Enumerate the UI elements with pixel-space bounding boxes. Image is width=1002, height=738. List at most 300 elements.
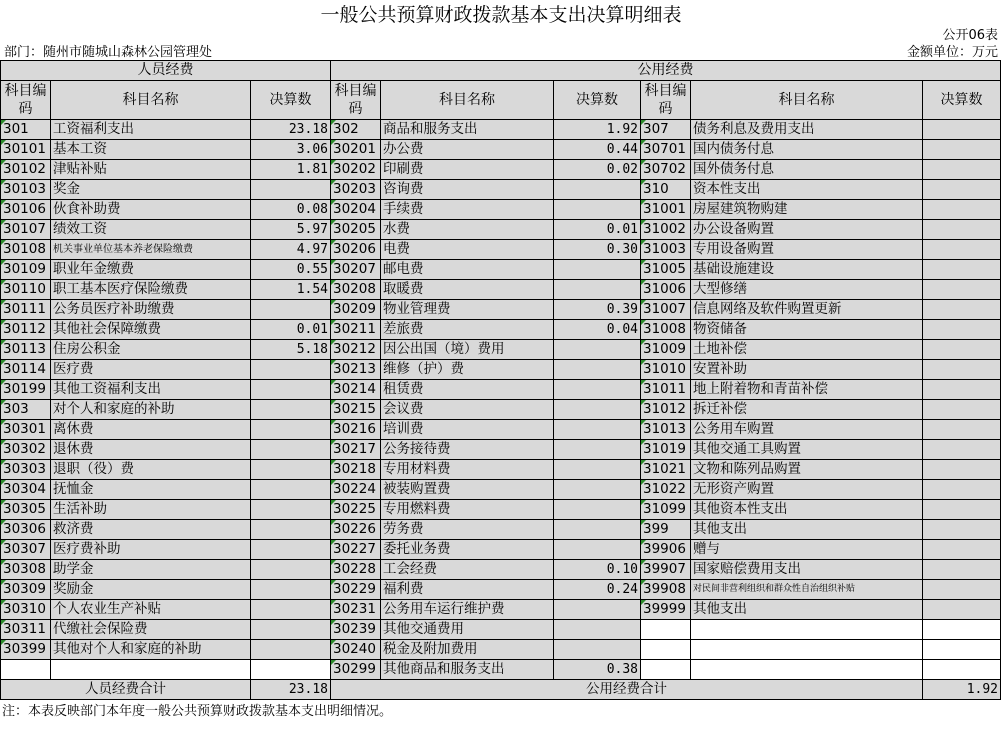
subject-code-cell: 30226 xyxy=(331,520,381,540)
subject-code-cell: 31001 xyxy=(641,200,691,220)
subject-name-cell: 工会经费 xyxy=(381,560,554,580)
subject-code-cell: 31009 xyxy=(641,340,691,360)
amount-cell xyxy=(923,540,1001,560)
amount-cell xyxy=(554,400,641,420)
subject-name-cell: 其他资本性支出 xyxy=(691,500,923,520)
table-row xyxy=(1,260,1001,280)
subject-code-cell: 30227 xyxy=(331,540,381,560)
amount-cell xyxy=(554,480,641,500)
amount-cell xyxy=(251,620,331,640)
department-label: 部门：随州市随城山森林公园管理处 xyxy=(4,45,213,60)
table-row xyxy=(1,460,1001,480)
subject-code-cell: 30231 xyxy=(331,600,381,620)
subject-code-cell: 310 xyxy=(641,180,691,200)
subject-code-cell: 30218 xyxy=(331,460,381,480)
subject-code-cell: 30199 xyxy=(1,380,51,400)
subject-name-cell: 公务员医疗补助缴费 xyxy=(51,300,251,320)
subject-code-cell: 30103 xyxy=(1,180,51,200)
amount-cell: 0.04 xyxy=(554,320,641,340)
subject-name-cell: 土地补偿 xyxy=(691,340,923,360)
amount-cell xyxy=(923,560,1001,580)
amount-cell xyxy=(554,460,641,480)
subject-code-cell: 31006 xyxy=(641,280,691,300)
amount-cell xyxy=(923,520,1001,540)
subject-name-cell: 助学金 xyxy=(51,560,251,580)
subject-name-cell: 代缴社会保险费 xyxy=(51,620,251,640)
section-personnel: 人员经费 xyxy=(1,61,331,81)
subject-name-cell: 邮电费 xyxy=(381,260,554,280)
amount-cell xyxy=(251,660,331,680)
subject-name-cell: 委托业务费 xyxy=(381,540,554,560)
subject-name-cell: 伙食补助费 xyxy=(51,200,251,220)
header-code: 科目编码 xyxy=(1,81,51,120)
subject-code-cell: 30112 xyxy=(1,320,51,340)
table-row xyxy=(1,620,1001,640)
amount-cell: 3.06 xyxy=(251,140,331,160)
subject-code-cell: 30201 xyxy=(331,140,381,160)
subject-code-cell: 30309 xyxy=(1,580,51,600)
subject-code-cell xyxy=(641,660,691,680)
amount-cell xyxy=(554,340,641,360)
amount-cell xyxy=(923,480,1001,500)
subject-name-cell: 医疗费 xyxy=(51,360,251,380)
amount-cell xyxy=(554,200,641,220)
subject-name-cell: 专用燃料费 xyxy=(381,500,554,520)
amount-cell xyxy=(554,500,641,520)
subject-code-cell: 30311 xyxy=(1,620,51,640)
subject-name-cell: 水费 xyxy=(381,220,554,240)
subject-name-cell: 医疗费补助 xyxy=(51,540,251,560)
amount-cell xyxy=(554,380,641,400)
amount-cell xyxy=(251,580,331,600)
footnote: 注：本表反映部门本年度一般公共预算财政拨款基本支出明细情况。 xyxy=(2,704,393,719)
subject-code-cell: 39999 xyxy=(641,600,691,620)
subject-name-cell: 其他工资福利支出 xyxy=(51,380,251,400)
subject-name-cell xyxy=(691,660,923,680)
table-row xyxy=(1,440,1001,460)
expenditure-table xyxy=(0,60,1001,700)
table-row xyxy=(1,600,1001,620)
amount-cell xyxy=(251,520,331,540)
table-row xyxy=(1,560,1001,580)
subject-name-cell: 其他交通费用 xyxy=(381,620,554,640)
amount-cell: 1.81 xyxy=(251,160,331,180)
subject-code-cell: 30206 xyxy=(331,240,381,260)
subject-name-cell: 信息网络及软件购置更新 xyxy=(691,300,923,320)
subject-code-cell: 301 xyxy=(1,120,51,140)
subject-code-cell: 31002 xyxy=(641,220,691,240)
table-row xyxy=(1,300,1001,320)
subject-name-cell: 物资储备 xyxy=(691,320,923,340)
subject-code-cell: 30216 xyxy=(331,420,381,440)
subject-name-cell: 绩效工资 xyxy=(51,220,251,240)
subject-name-cell: 福利费 xyxy=(381,580,554,600)
subject-code-cell: 31005 xyxy=(641,260,691,280)
amount-cell xyxy=(923,380,1001,400)
amount-cell: 0.01 xyxy=(251,320,331,340)
subject-name-cell xyxy=(691,640,923,660)
subject-code-cell xyxy=(641,640,691,660)
totals-row xyxy=(1,680,1001,700)
subject-name-cell: 专用材料费 xyxy=(381,460,554,480)
subject-name-cell: 印刷费 xyxy=(381,160,554,180)
amount-cell: 0.01 xyxy=(554,220,641,240)
amount-cell xyxy=(554,640,641,660)
amount-cell xyxy=(251,460,331,480)
subject-code-cell: 31003 xyxy=(641,240,691,260)
amount-cell xyxy=(923,340,1001,360)
amount-cell xyxy=(923,300,1001,320)
subject-code-cell: 30225 xyxy=(331,500,381,520)
amount-cell xyxy=(554,600,641,620)
subject-name-cell: 救济费 xyxy=(51,520,251,540)
subject-name-cell: 税金及附加费用 xyxy=(381,640,554,660)
subject-name-cell: 生活补助 xyxy=(51,500,251,520)
subject-name-cell: 债务利息及费用支出 xyxy=(691,120,923,140)
subject-code-cell: 303 xyxy=(1,400,51,420)
section-header-row xyxy=(1,61,1001,81)
table-row xyxy=(1,240,1001,260)
subject-code-cell: 30109 xyxy=(1,260,51,280)
table-row xyxy=(1,580,1001,600)
amount-cell xyxy=(923,460,1001,480)
subject-code-cell: 30302 xyxy=(1,440,51,460)
subject-code-cell: 30239 xyxy=(331,620,381,640)
subject-name-cell: 手续费 xyxy=(381,200,554,220)
amount-cell xyxy=(923,400,1001,420)
subject-name-cell: 公务用车运行维护费 xyxy=(381,600,554,620)
header-amount: 决算数 xyxy=(251,81,331,120)
subject-code-cell: 30217 xyxy=(331,440,381,460)
subject-name-cell: 维修（护）费 xyxy=(381,360,554,380)
subject-code-cell: 30106 xyxy=(1,200,51,220)
amount-cell xyxy=(251,640,331,660)
subject-code-cell: 307 xyxy=(641,120,691,140)
public-total-label: 公用经费合计 xyxy=(331,680,923,700)
table-row xyxy=(1,380,1001,400)
subject-name-cell: 租赁费 xyxy=(381,380,554,400)
header-amount: 决算数 xyxy=(923,81,1001,120)
subject-name-cell: 资本性支出 xyxy=(691,180,923,200)
subject-code-cell: 31013 xyxy=(641,420,691,440)
subject-code-cell: 31022 xyxy=(641,480,691,500)
subject-code-cell: 30207 xyxy=(331,260,381,280)
amount-cell: 0.08 xyxy=(251,200,331,220)
amount-cell xyxy=(554,440,641,460)
amount-cell xyxy=(923,260,1001,280)
amount-cell xyxy=(251,440,331,460)
subject-name-cell: 咨询费 xyxy=(381,180,554,200)
subject-code-cell: 31011 xyxy=(641,380,691,400)
table-row xyxy=(1,500,1001,520)
subject-code-cell: 39908 xyxy=(641,580,691,600)
amount-cell xyxy=(251,420,331,440)
amount-cell: 4.97 xyxy=(251,240,331,260)
subject-code-cell xyxy=(641,620,691,640)
subject-code-cell: 30113 xyxy=(1,340,51,360)
subject-code-cell: 30208 xyxy=(331,280,381,300)
column-header-row xyxy=(1,81,1001,120)
amount-cell: 0.30 xyxy=(554,240,641,260)
header-name: 科目名称 xyxy=(691,81,923,120)
amount-cell xyxy=(923,220,1001,240)
amount-cell xyxy=(251,380,331,400)
amount-cell xyxy=(923,320,1001,340)
unit-label: 金额单位：万元 xyxy=(906,45,998,60)
subject-name-cell: 其他商品和服务支出 xyxy=(381,660,554,680)
subject-name-cell: 其他支出 xyxy=(691,520,923,540)
subject-name-cell: 培训费 xyxy=(381,420,554,440)
amount-cell xyxy=(923,280,1001,300)
subject-name-cell: 国家赔偿费用支出 xyxy=(691,560,923,580)
subject-name-cell: 差旅费 xyxy=(381,320,554,340)
subject-code-cell: 31099 xyxy=(641,500,691,520)
subject-name-cell: 奖金 xyxy=(51,180,251,200)
subject-name-cell: 住房公积金 xyxy=(51,340,251,360)
table-row xyxy=(1,180,1001,200)
amount-cell xyxy=(554,540,641,560)
subject-code-cell: 39907 xyxy=(641,560,691,580)
subject-code-cell: 30205 xyxy=(331,220,381,240)
subject-code-cell: 30214 xyxy=(331,380,381,400)
subject-name-cell: 取暖费 xyxy=(381,280,554,300)
table-row xyxy=(1,360,1001,380)
header-code: 科目编码 xyxy=(331,81,381,120)
subject-name-cell: 公务用车购置 xyxy=(691,420,923,440)
subject-code-cell: 30215 xyxy=(331,400,381,420)
amount-cell xyxy=(251,600,331,620)
subject-code-cell: 30111 xyxy=(1,300,51,320)
subject-name-cell: 国内债务付息 xyxy=(691,140,923,160)
amount-cell: 1.92 xyxy=(554,120,641,140)
subject-name-cell: 基础设施建设 xyxy=(691,260,923,280)
table-row xyxy=(1,640,1001,660)
amount-cell xyxy=(554,360,641,380)
amount-cell xyxy=(554,260,641,280)
amount-cell: 0.38 xyxy=(554,660,641,680)
amount-cell xyxy=(251,560,331,580)
amount-cell xyxy=(923,360,1001,380)
subject-name-cell: 被装购置费 xyxy=(381,480,554,500)
subject-code-cell: 30306 xyxy=(1,520,51,540)
amount-cell xyxy=(923,180,1001,200)
table-row xyxy=(1,200,1001,220)
subject-name-cell: 机关事业单位基本养老保险缴费 xyxy=(51,240,251,260)
subject-code-cell: 31021 xyxy=(641,460,691,480)
subject-name-cell: 无形资产购置 xyxy=(691,480,923,500)
subject-name-cell: 地上附着物和青苗补偿 xyxy=(691,380,923,400)
amount-cell: 0.24 xyxy=(554,580,641,600)
subject-code-cell: 30307 xyxy=(1,540,51,560)
subject-code-cell: 302 xyxy=(331,120,381,140)
amount-cell xyxy=(923,140,1001,160)
subject-name-cell: 劳务费 xyxy=(381,520,554,540)
subject-name-cell: 个人农业生产补贴 xyxy=(51,600,251,620)
amount-cell xyxy=(923,240,1001,260)
amount-cell xyxy=(923,620,1001,640)
amount-cell: 0.10 xyxy=(554,560,641,580)
subject-code-cell: 30209 xyxy=(331,300,381,320)
subject-code-cell: 30114 xyxy=(1,360,51,380)
subject-code-cell: 30301 xyxy=(1,420,51,440)
subject-name-cell: 其他支出 xyxy=(691,600,923,620)
amount-cell xyxy=(923,200,1001,220)
subject-name-cell: 退职（役）费 xyxy=(51,460,251,480)
subject-code-cell: 30211 xyxy=(331,320,381,340)
table-row xyxy=(1,120,1001,140)
amount-cell xyxy=(251,500,331,520)
subject-name-cell: 大型修缮 xyxy=(691,280,923,300)
amount-cell xyxy=(251,540,331,560)
table-row xyxy=(1,140,1001,160)
table-row xyxy=(1,540,1001,560)
table-row xyxy=(1,420,1001,440)
subject-name-cell: 职业年金缴费 xyxy=(51,260,251,280)
subject-name-cell: 商品和服务支出 xyxy=(381,120,554,140)
subject-code-cell: 30213 xyxy=(331,360,381,380)
amount-cell: 1.54 xyxy=(251,280,331,300)
subject-name-cell: 因公出国（境）费用 xyxy=(381,340,554,360)
amount-cell xyxy=(923,420,1001,440)
amount-cell xyxy=(923,600,1001,620)
subject-name-cell: 工资福利支出 xyxy=(51,120,251,140)
subject-name-cell: 奖励金 xyxy=(51,580,251,600)
subject-code-cell: 30108 xyxy=(1,240,51,260)
subject-code-cell: 31019 xyxy=(641,440,691,460)
header-name: 科目名称 xyxy=(51,81,251,120)
subject-name-cell: 会议费 xyxy=(381,400,554,420)
subject-code-cell: 399 xyxy=(641,520,691,540)
subject-code-cell: 31010 xyxy=(641,360,691,380)
table-row xyxy=(1,480,1001,500)
subject-code-cell: 30102 xyxy=(1,160,51,180)
subject-name-cell: 专用设备购置 xyxy=(691,240,923,260)
subject-code-cell: 30305 xyxy=(1,500,51,520)
subject-code-cell: 30702 xyxy=(641,160,691,180)
subject-code-cell: 30224 xyxy=(331,480,381,500)
subject-code-cell: 30228 xyxy=(331,560,381,580)
subject-name-cell: 其他社会保障缴费 xyxy=(51,320,251,340)
amount-cell xyxy=(923,120,1001,140)
subject-name-cell: 其他交通工具购置 xyxy=(691,440,923,460)
subject-name-cell: 办公设备购置 xyxy=(691,220,923,240)
subject-name-cell: 文物和陈列品购置 xyxy=(691,460,923,480)
subject-code-cell: 30202 xyxy=(331,160,381,180)
subject-name-cell: 公务接待费 xyxy=(381,440,554,460)
subject-code-cell: 30299 xyxy=(331,660,381,680)
subject-code-cell: 30310 xyxy=(1,600,51,620)
subject-code-cell: 30240 xyxy=(331,640,381,660)
table-row xyxy=(1,280,1001,300)
amount-cell: 0.55 xyxy=(251,260,331,280)
subject-code-cell: 31008 xyxy=(641,320,691,340)
amount-cell xyxy=(923,660,1001,680)
amount-cell: 0.44 xyxy=(554,140,641,160)
subject-code-cell: 39906 xyxy=(641,540,691,560)
table-row xyxy=(1,660,1001,680)
amount-cell xyxy=(251,300,331,320)
amount-cell xyxy=(251,360,331,380)
amount-cell xyxy=(554,180,641,200)
subject-name-cell: 赠与 xyxy=(691,540,923,560)
page-title: 一般公共预算财政拨款基本支出决算明细表 xyxy=(320,4,682,26)
amount-cell: 5.97 xyxy=(251,220,331,240)
amount-cell xyxy=(554,420,641,440)
subject-name-cell: 其他对个人和家庭的补助 xyxy=(51,640,251,660)
subject-name-cell: 对民间非营利组织和群众性自治组织补贴 xyxy=(691,580,923,600)
amount-cell xyxy=(923,640,1001,660)
subject-code-cell: 31007 xyxy=(641,300,691,320)
subject-name-cell xyxy=(691,620,923,640)
subject-name-cell: 国外债务付息 xyxy=(691,160,923,180)
header-amount: 决算数 xyxy=(554,81,641,120)
subject-code-cell: 30399 xyxy=(1,640,51,660)
subject-code-cell: 30701 xyxy=(641,140,691,160)
subject-name-cell: 安置补助 xyxy=(691,360,923,380)
subject-name-cell: 离休费 xyxy=(51,420,251,440)
table-row xyxy=(1,160,1001,180)
subject-name-cell: 职工基本医疗保险缴费 xyxy=(51,280,251,300)
subject-name-cell: 对个人和家庭的补助 xyxy=(51,400,251,420)
subject-name-cell: 房屋建筑物购建 xyxy=(691,200,923,220)
amount-cell: 0.02 xyxy=(554,160,641,180)
amount-cell xyxy=(554,520,641,540)
subject-code-cell: 30212 xyxy=(331,340,381,360)
subject-name-cell: 办公费 xyxy=(381,140,554,160)
subject-name-cell: 拆迁补偿 xyxy=(691,400,923,420)
amount-cell xyxy=(923,580,1001,600)
section-public: 公用经费 xyxy=(331,61,1001,81)
subject-code-cell: 30101 xyxy=(1,140,51,160)
personnel-total-label: 人员经费合计 xyxy=(1,680,251,700)
amount-cell: 23.18 xyxy=(251,120,331,140)
table-row xyxy=(1,520,1001,540)
subject-name-cell: 津贴补贴 xyxy=(51,160,251,180)
subject-name-cell xyxy=(51,660,251,680)
amount-cell: 0.39 xyxy=(554,300,641,320)
amount-cell xyxy=(923,440,1001,460)
header-code: 科目编码 xyxy=(641,81,691,120)
subject-name-cell: 物业管理费 xyxy=(381,300,554,320)
form-code: 公开06表 xyxy=(942,28,998,43)
table-row xyxy=(1,320,1001,340)
subject-code-cell: 30229 xyxy=(331,580,381,600)
subject-name-cell: 抚恤金 xyxy=(51,480,251,500)
subject-code-cell: 30107 xyxy=(1,220,51,240)
amount-cell xyxy=(251,400,331,420)
subject-code-cell: 30203 xyxy=(331,180,381,200)
subject-code-cell xyxy=(1,660,51,680)
amount-cell xyxy=(251,180,331,200)
table-row xyxy=(1,340,1001,360)
amount-cell xyxy=(554,280,641,300)
amount-cell xyxy=(251,480,331,500)
table-row xyxy=(1,400,1001,420)
amount-cell xyxy=(923,160,1001,180)
subject-code-cell: 31012 xyxy=(641,400,691,420)
subject-name-cell: 基本工资 xyxy=(51,140,251,160)
subject-name-cell: 退休费 xyxy=(51,440,251,460)
amount-cell xyxy=(554,620,641,640)
subject-code-cell: 30304 xyxy=(1,480,51,500)
personnel-total-value: 23.18 xyxy=(251,680,331,700)
subject-name-cell: 电费 xyxy=(381,240,554,260)
table-row xyxy=(1,220,1001,240)
public-total-value: 1.92 xyxy=(923,680,1001,700)
amount-cell: 5.18 xyxy=(251,340,331,360)
subject-code-cell: 30303 xyxy=(1,460,51,480)
amount-cell xyxy=(923,500,1001,520)
